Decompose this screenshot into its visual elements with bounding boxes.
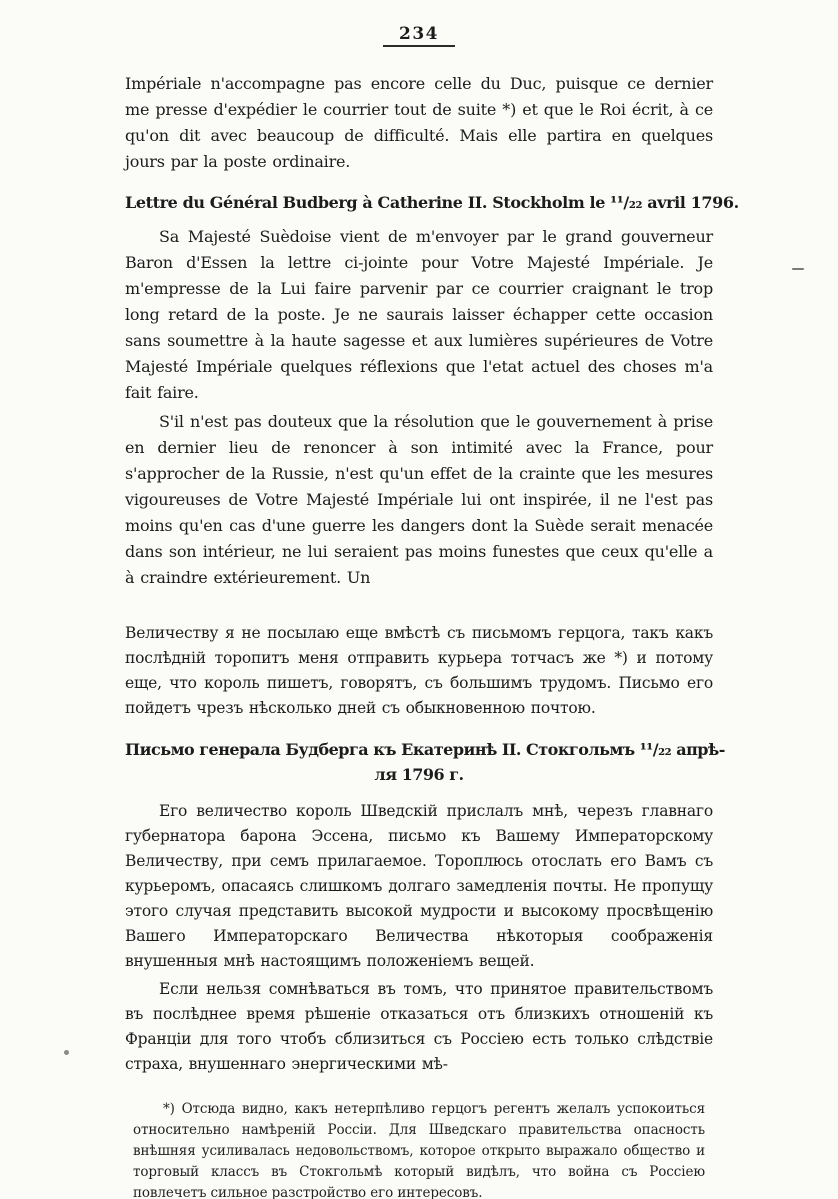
french-letter-heading: Lettre du Général Budberg à Catherine II. Stockholm le ¹¹/₂₂ avril 1796. [125, 193, 739, 212]
french-continuation-paragraph: Impériale n'accompagne pas encore celle du Duc, puisque ce dernier me presse d'expédier le courrier tout de suite *) et que le Roi écrit, à ce qu'on dit avec beaucoup de difficulté. Mais elle partira en quelques jours par la poste ordinaire. [125, 74, 713, 171]
page-content [125, 71, 739, 1199]
russian-heading-line-2: ля 1796 г. [374, 765, 464, 784]
page-number: 234 [383, 24, 455, 47]
scan-artifact-right-margin [792, 268, 804, 270]
russian-heading-line-1: Письмо генерала Будберга къ Екатеринѣ II. Стокгольмъ ¹¹/₂₂ апрѣ- [125, 740, 725, 759]
french-section [125, 71, 739, 591]
french-paragraph-2: S'il n'est pas douteux que la résolution que le gouvernement à prise en dernier lieu de renoncer à son intimité avec la France, pour s'approcher de la Russie, n'est qu'un effet de la crainte que les mesures vigoureuses de Votre Majesté Impériale lui ont inspirée, il ne l'est pas moins qu'en cas d'une guerre les dangers dont la Suède serait menacée dans son intérieur, ne lui seraient pas moins funestes que ceux qu'elle a à craindre extérieurement. Un [125, 412, 713, 587]
russian-paragraph-2: Если нельзя сомнѣваться въ томъ, что принятое правительствомъ въ послѣднее время рѣшеніе отказаться отъ близкихъ отношеній къ Франціи для того чтобъ сблизиться съ Россіею есть только слѣдствіе страха, внушеннаго энергическими мѣ- [125, 980, 713, 1073]
footnote: *) Отсюда видно, какъ нетерпѣливо герцогъ регентъ желалъ успокоиться относительно намѣреній Россіи. Для Шведскаго правительства опасность внѣшняя усиливалась недовольствомъ, которое открыто выражало общество и торговый классъ въ Стокгольмѣ который видѣлъ, что война съ Россіею повлечетъ сильное разстройство его интересовъ. [133, 1101, 705, 1199]
page-header [0, 0, 838, 47]
russian-section [125, 621, 725, 1077]
russian-letter-heading [125, 737, 725, 787]
russian-paragraph-1: Его величество король Шведскій прислалъ мнѣ, черезъ главнаго губернатора барона Эссена, письмо къ Вашему Императорскому Величеству, при семъ прилагаемое. Тороплюсь отослать его Вамъ съ курьеромъ, опасаясь слишкомъ долгаго замедленія почты. Не пропущу этого случая представить высокой мудрости и высокому просвѣщенію Вашего Императорскаго Величества нѣкоторыя соображенія внушенныя мнѣ настоящимъ положеніемъ вещей. [125, 802, 713, 970]
scan-artifact-left-margin [64, 1050, 69, 1055]
russian-continuation-paragraph: Величеству я не посылаю еще вмѣстѣ съ письмомъ герцога, такъ какъ послѣдній торопитъ меня отправить курьера тотчасъ же *) и потому еще, что король пишетъ, говорятъ, съ большимъ трудомъ. Письмо его пойдетъ чрезъ нѣсколько дней съ обыкновенною почтою. [125, 624, 713, 717]
french-paragraph-1: Sa Majesté Suèdoise vient de m'envoyer par le grand gouverneur Baron d'Essen la lettre ci-jointe pour Votre Majesté Impériale. Je m'empresse de la Lui faire parvenir par ce courrier craignant le trop long retard de la poste. Je ne saurais laisser échapper cette occasion sans soumettre à la haute sagesse et aux lumières supérieures de Votre Majesté Impériale quelques réflexions que l'etat actuel des choses m'a fait faire. [125, 227, 713, 402]
